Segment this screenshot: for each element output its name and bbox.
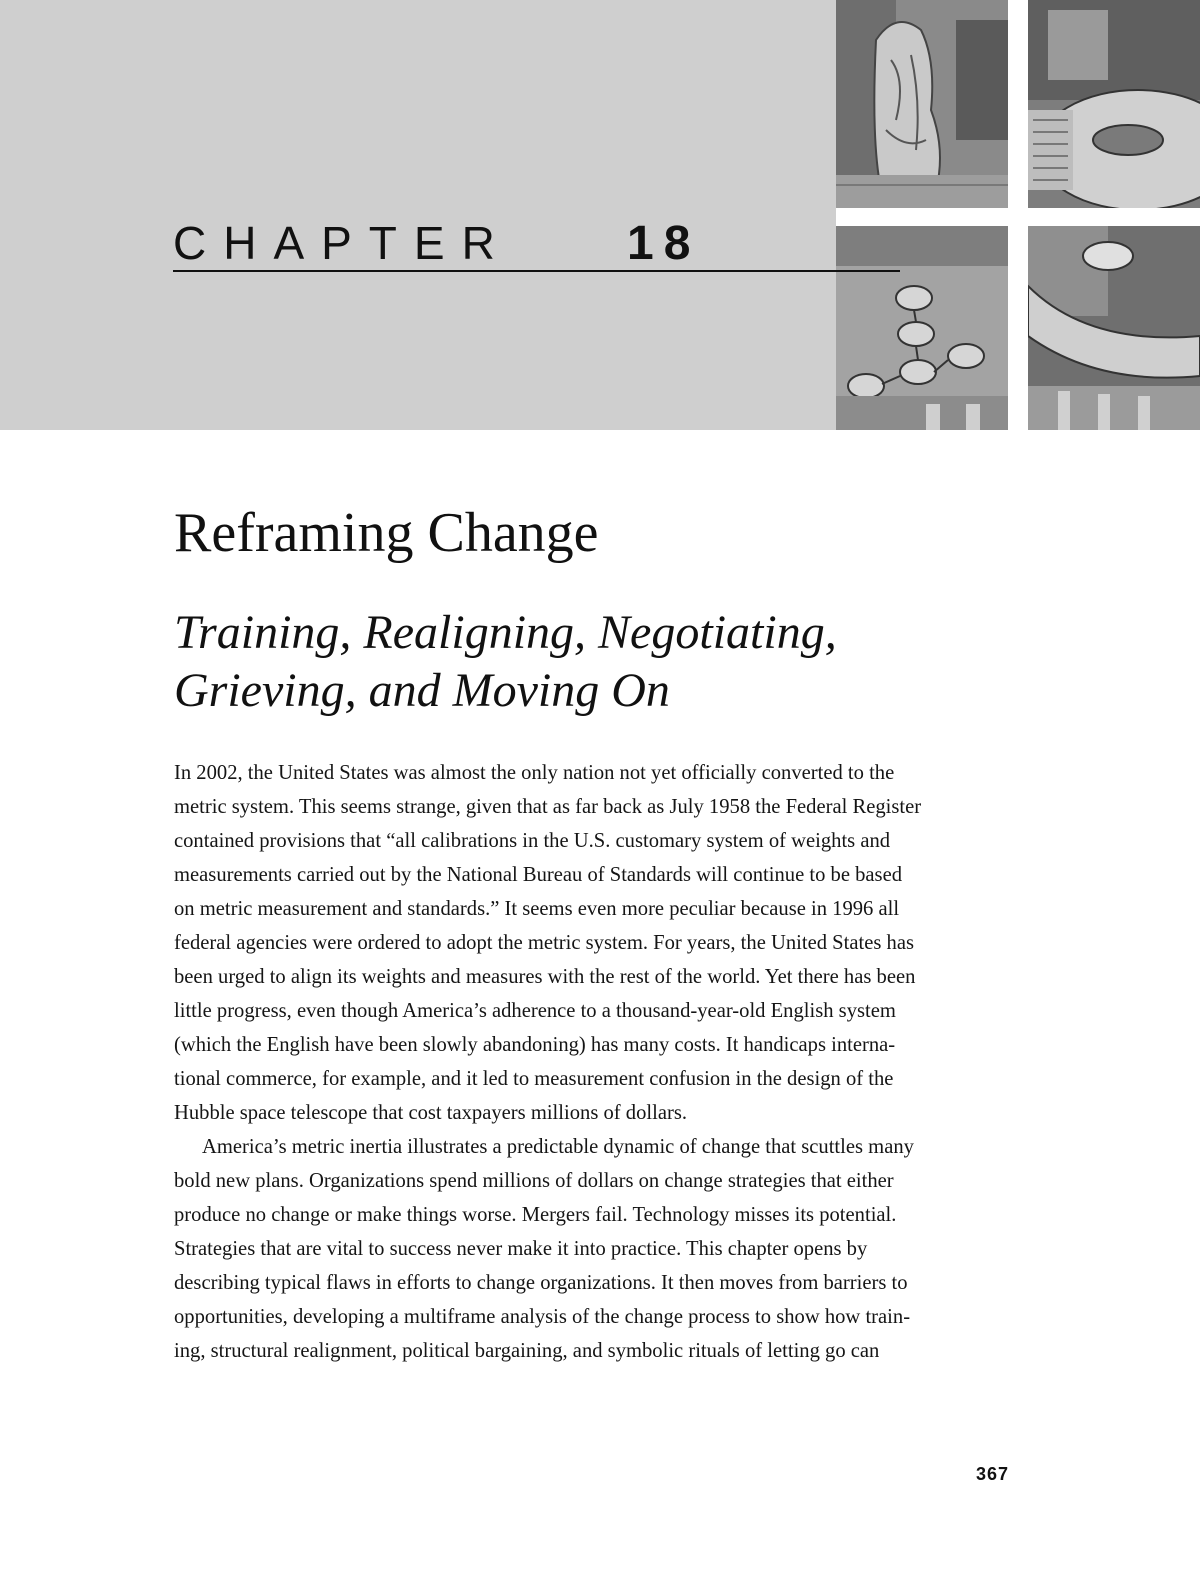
text-line: produce no change or make things worse. Mergers fail. Technology misses its potential.	[174, 1204, 897, 1226]
chapter-number: 18	[627, 217, 701, 270]
paragraph	[174, 1130, 1024, 1368]
paragraph	[174, 756, 1024, 1130]
text-line: little progress, even though America’s adherence to a thousand-year-old English system	[174, 1000, 896, 1022]
body-text	[174, 756, 1024, 1368]
text-line: Hubble space telescope that cost taxpayers millions of dollars.	[174, 1102, 687, 1124]
text-line: contained provisions that “all calibrations in the U.S. customary system of weights and	[174, 830, 891, 852]
text-line: measurements carried out by the National Bureau of Standards will continue to be based	[174, 864, 903, 886]
subtitle-line: Training, Realigning, Negotiating,	[174, 606, 837, 659]
artwork-tile-clock	[1028, 0, 1200, 208]
chapter-header-band	[0, 0, 836, 430]
subtitle-line: Grieving, and Moving On	[174, 664, 670, 717]
text-line: bold new plans. Organizations spend millions of dollars on change strategies that either	[174, 1170, 894, 1192]
chapter-opener-artwork	[836, 0, 1200, 430]
text-line: opportunities, developing a multiframe analysis of the change process to show how train-	[174, 1306, 911, 1328]
page-number: 367	[976, 1464, 1010, 1484]
text-line: federal agencies were ordered to adopt the metric system. For years, the United States has	[174, 932, 914, 954]
artwork-tile-figure	[836, 0, 1008, 208]
text-line: tional commerce, for example, and it led to measurement confusion in the design of the	[174, 1068, 894, 1090]
artwork-tile-diagram	[836, 226, 1008, 430]
chapter-label: CHAPTER	[173, 217, 512, 269]
text-line: describing typical flaws in efforts to change organizations. It then moves from barriers to	[174, 1272, 908, 1294]
artwork-tile-hand	[1028, 226, 1200, 430]
chapter-subtitle	[174, 604, 954, 720]
text-line: (which the English have been slowly abandoning) has many costs. It handicaps interna-	[174, 1034, 896, 1056]
text-line: ing, structural realignment, political bargaining, and symbolic rituals of letting go can	[174, 1340, 880, 1362]
chapter-rule	[173, 270, 900, 272]
text-line: metric system. This seems strange, given that as far back as July 1958 the Federal Register	[174, 796, 922, 818]
text-line: America’s metric inertia illustrates a predictable dynamic of change that scuttles many	[202, 1136, 914, 1158]
text-line: In 2002, the United States was almost the only nation not yet officially converted to the	[174, 762, 895, 784]
text-line: on metric measurement and standards.” It seems even more peculiar because in 1996 all	[174, 898, 900, 920]
text-line: been urged to align its weights and measures with the rest of the world. Yet there has been	[174, 966, 916, 988]
text-line: Strategies that are vital to success never make it into practice. This chapter opens by	[174, 1238, 868, 1260]
chapter-title: Reframing Change	[174, 502, 599, 564]
